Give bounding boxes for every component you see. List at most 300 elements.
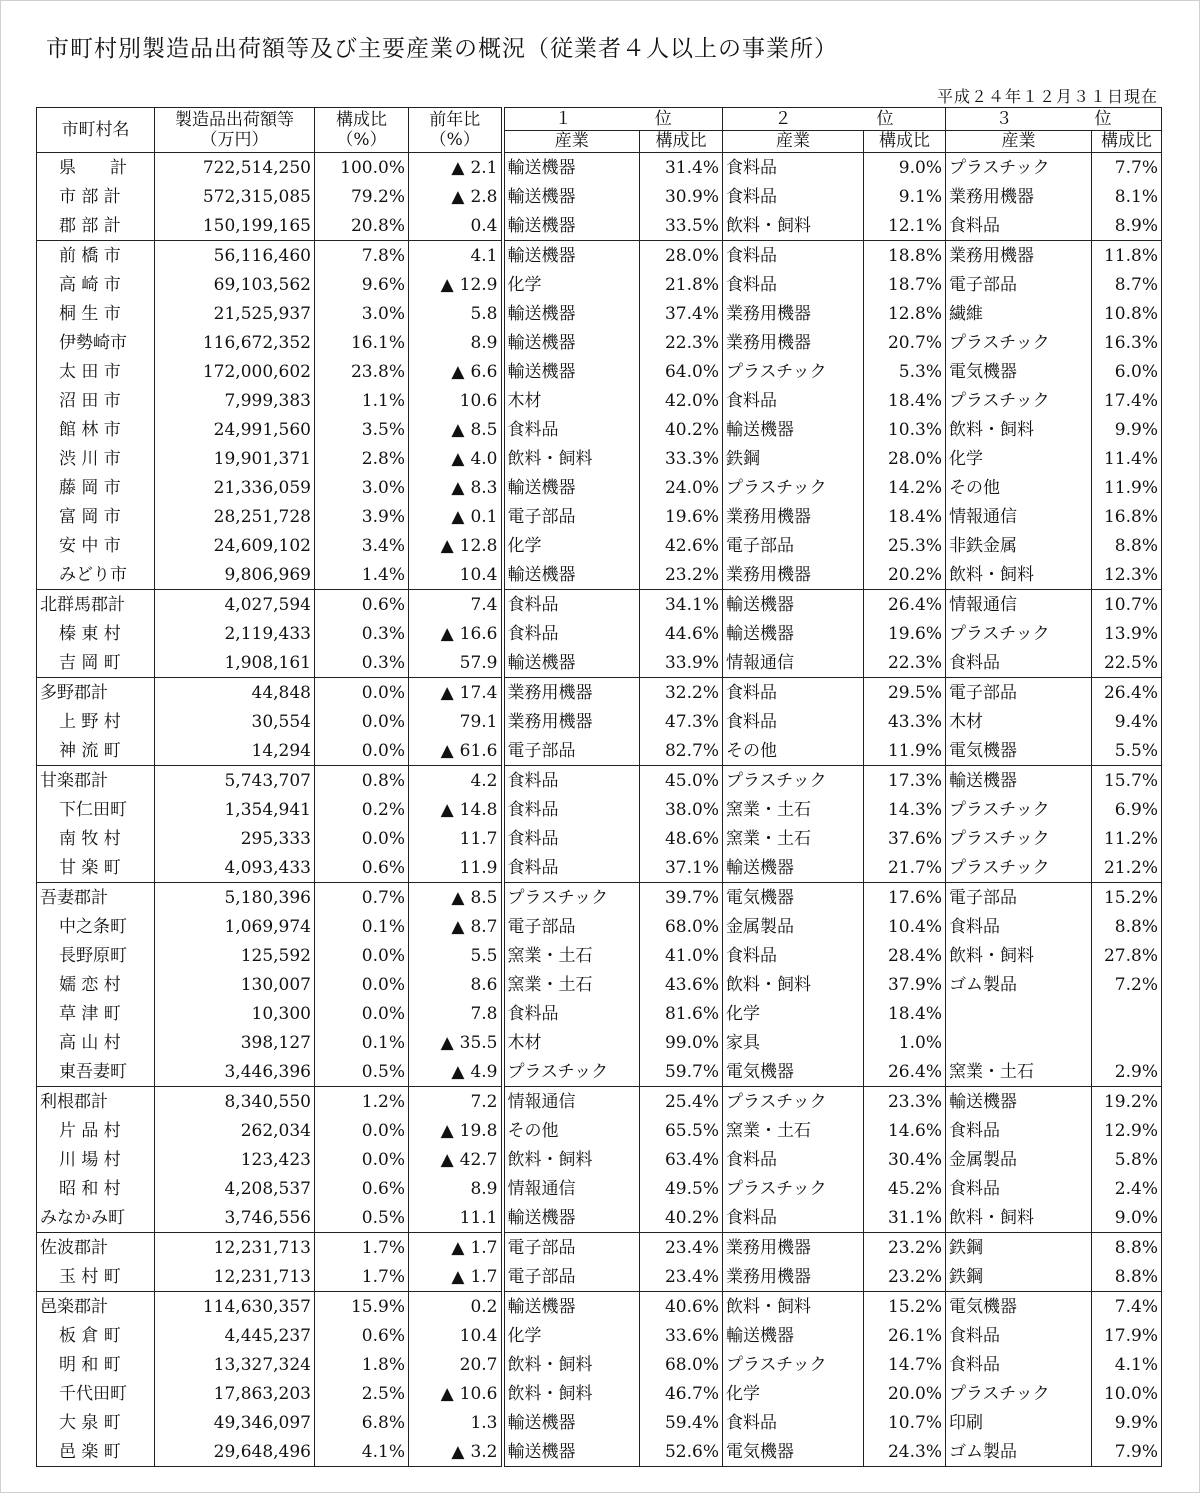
share-cell: 2.5%: [315, 1379, 409, 1408]
yoy-value: 11.7: [459, 828, 498, 849]
industry-1-cell: 情報通信: [503, 1174, 640, 1203]
shipment-cell: 3,446,396: [155, 1057, 315, 1087]
industry-2-cell: 業務用機器: [723, 502, 864, 531]
share-cell: 7.8%: [315, 241, 409, 271]
industry-1-cell: 飲料・飼料: [503, 1145, 640, 1174]
industry-1-cell: 電子部品: [503, 912, 640, 941]
ratio-3-cell: 12.3%: [1092, 560, 1162, 590]
yoy-value: 10.6: [459, 390, 498, 411]
share-cell: 0.1%: [315, 1028, 409, 1057]
yoy-value: 0.1: [470, 506, 498, 527]
table-row: [37, 1145, 1162, 1174]
yoy-cell: [409, 1145, 503, 1174]
share-cell: 100.0%: [315, 153, 409, 183]
ratio-1-cell: 24.0%: [640, 473, 723, 502]
share-cell: 1.2%: [315, 1087, 409, 1117]
industry-2-cell: 食料品: [723, 1203, 864, 1233]
table-row: [37, 153, 1162, 183]
ratio-2-cell: 21.7%: [864, 853, 946, 883]
ratio-2-cell: 29.5%: [864, 678, 946, 708]
ratio-1-cell: 44.6%: [640, 619, 723, 648]
municipality-cell: 甘 楽 町: [37, 853, 155, 883]
yoy-cell: [409, 1321, 503, 1350]
yoy-cell: [409, 1087, 503, 1117]
industry-1-cell: 輸送機器: [503, 560, 640, 590]
yoy-cell: [409, 328, 503, 357]
industry-3-cell: 鉄鋼: [946, 1262, 1092, 1292]
ratio-1-cell: 40.6%: [640, 1292, 723, 1322]
ratio-3-cell: 15.2%: [1092, 883, 1162, 913]
industry-1-cell: 木材: [503, 386, 640, 415]
yoy-cell: [409, 853, 503, 883]
yoy-cell: [409, 1174, 503, 1203]
industry-1-cell: 窯業・土石: [503, 970, 640, 999]
header-rank-3: [946, 108, 1162, 131]
ratio-3-cell: 13.9%: [1092, 619, 1162, 648]
ratio-2-cell: 19.6%: [864, 619, 946, 648]
share-cell: 0.1%: [315, 912, 409, 941]
ratio-3-cell: 6.0%: [1092, 357, 1162, 386]
negative-marker: ▲: [440, 1032, 454, 1053]
shipment-cell: 572,315,085: [155, 182, 315, 211]
industry-3-cell: 食料品: [946, 648, 1092, 678]
industry-3-cell: 業務用機器: [946, 182, 1092, 211]
municipality-cell: みなかみ町: [37, 1203, 155, 1233]
industry-1-cell: 輸送機器: [503, 473, 640, 502]
industry-3-cell: 飲料・飼料: [946, 1203, 1092, 1233]
industry-1-cell: 電子部品: [503, 1233, 640, 1263]
yoy-cell: [409, 707, 503, 736]
share-cell: 0.0%: [315, 678, 409, 708]
table-row: [37, 648, 1162, 678]
industry-1-cell: 食料品: [503, 824, 640, 853]
shipment-cell: 21,525,937: [155, 299, 315, 328]
header-yoy: [409, 108, 503, 153]
table-row: [37, 531, 1162, 560]
ratio-3-cell: 11.8%: [1092, 241, 1162, 271]
ratio-3-cell: 9.9%: [1092, 1408, 1162, 1437]
yoy-value: 4.0: [470, 448, 498, 469]
table-row: [37, 736, 1162, 766]
shipment-cell: 29,648,496: [155, 1437, 315, 1467]
ratio-3-cell: 8.8%: [1092, 912, 1162, 941]
table-row: [37, 1028, 1162, 1057]
ratio-3-cell: [1092, 1028, 1162, 1057]
ratio-3-cell: 17.4%: [1092, 386, 1162, 415]
negative-marker: ▲: [440, 623, 454, 644]
industry-1-cell: プラスチック: [503, 1057, 640, 1087]
municipality-cell: 下仁田町: [37, 795, 155, 824]
share-cell: 0.2%: [315, 795, 409, 824]
table-row: [37, 1292, 1162, 1322]
industry-3-cell: 電気機器: [946, 1292, 1092, 1322]
ratio-1-cell: 23.4%: [640, 1233, 723, 1263]
industry-2-cell: 業務用機器: [723, 560, 864, 590]
yoy-cell: [409, 444, 503, 473]
industry-1-cell: 輸送機器: [503, 153, 640, 183]
industry-3-cell: 金属製品: [946, 1145, 1092, 1174]
shipment-cell: 398,127: [155, 1028, 315, 1057]
industry-2-cell: 金属製品: [723, 912, 864, 941]
ratio-1-cell: 33.5%: [640, 211, 723, 241]
table-row: [37, 502, 1162, 531]
ratio-3-cell: 11.9%: [1092, 473, 1162, 502]
yoy-cell: [409, 386, 503, 415]
industry-1-cell: 食料品: [503, 766, 640, 796]
industry-2-cell: プラスチック: [723, 766, 864, 796]
industry-1-cell: 輸送機器: [503, 1292, 640, 1322]
ratio-2-cell: 28.0%: [864, 444, 946, 473]
header-industry-2: 産業: [723, 130, 864, 153]
shipment-cell: 13,327,324: [155, 1350, 315, 1379]
yoy-value: 17.4: [459, 682, 498, 703]
municipality-cell: 吉 岡 町: [37, 648, 155, 678]
rank-3-label: 位: [1094, 108, 1112, 129]
industry-3-cell: 非鉄金属: [946, 531, 1092, 560]
table-row: [37, 1350, 1162, 1379]
ratio-1-cell: 23.2%: [640, 560, 723, 590]
industry-1-cell: 化学: [503, 1321, 640, 1350]
ratio-1-cell: 59.7%: [640, 1057, 723, 1087]
industry-1-cell: 食料品: [503, 853, 640, 883]
ratio-2-cell: 9.0%: [864, 153, 946, 183]
industry-1-cell: 飲料・飼料: [503, 1379, 640, 1408]
ratio-2-cell: 20.7%: [864, 328, 946, 357]
share-cell: 9.6%: [315, 270, 409, 299]
negative-marker: ▲: [451, 448, 465, 469]
ratio-2-cell: 45.2%: [864, 1174, 946, 1203]
industry-3-cell: 情報通信: [946, 502, 1092, 531]
yoy-cell: [409, 648, 503, 678]
municipality-cell: 邑楽郡計: [37, 1292, 155, 1322]
industry-table: [36, 107, 1162, 1467]
ratio-2-cell: 5.3%: [864, 357, 946, 386]
industry-3-cell: 輸送機器: [946, 1087, 1092, 1117]
as-of-date: 平成２４年１２月３１日現在: [936, 87, 1158, 106]
ratio-2-cell: 17.3%: [864, 766, 946, 796]
header-rank-2: [723, 108, 946, 131]
table-row: [37, 941, 1162, 970]
industry-1-cell: その他: [503, 1116, 640, 1145]
yoy-value: 42.7: [459, 1149, 498, 1170]
ratio-2-cell: 15.2%: [864, 1292, 946, 1322]
table-row: [37, 853, 1162, 883]
ratio-3-cell: 8.8%: [1092, 1262, 1162, 1292]
industry-2-cell: その他: [723, 736, 864, 766]
ratio-1-cell: 28.0%: [640, 241, 723, 271]
industry-2-cell: 輸送機器: [723, 853, 864, 883]
ratio-2-cell: 18.4%: [864, 386, 946, 415]
header-yoy-label: 前年比: [429, 110, 481, 130]
industry-3-cell: 木材: [946, 707, 1092, 736]
header-rank-1: [503, 108, 723, 131]
table-row: [37, 1174, 1162, 1203]
municipality-cell: 利根郡計: [37, 1087, 155, 1117]
table-row: [37, 1203, 1162, 1233]
table-row: [37, 883, 1162, 913]
municipality-cell: 北群馬郡計: [37, 590, 155, 620]
shipment-cell: 9,806,969: [155, 560, 315, 590]
shipment-cell: 7,999,383: [155, 386, 315, 415]
share-cell: 3.5%: [315, 415, 409, 444]
municipality-cell: 県 計: [37, 153, 155, 183]
industry-2-cell: 家具: [723, 1028, 864, 1057]
municipality-cell: 東吾妻町: [37, 1057, 155, 1087]
rank-1-number: １: [554, 108, 572, 129]
table-row: [37, 999, 1162, 1028]
ratio-3-cell: 9.9%: [1092, 415, 1162, 444]
yoy-cell: [409, 1116, 503, 1145]
industry-1-cell: 飲料・飼料: [503, 1350, 640, 1379]
ratio-3-cell: 6.9%: [1092, 795, 1162, 824]
ratio-3-cell: 2.4%: [1092, 1174, 1162, 1203]
table-row: [37, 970, 1162, 999]
ratio-3-cell: 7.7%: [1092, 153, 1162, 183]
industry-2-cell: 輸送機器: [723, 415, 864, 444]
table-row: [37, 795, 1162, 824]
table-row: [37, 619, 1162, 648]
yoy-value: 19.8: [459, 1120, 498, 1141]
industry-1-cell: 飲料・飼料: [503, 444, 640, 473]
industry-3-cell: 輸送機器: [946, 766, 1092, 796]
industry-2-cell: 鉄鋼: [723, 444, 864, 473]
ratio-3-cell: 8.9%: [1092, 211, 1162, 241]
share-cell: 15.9%: [315, 1292, 409, 1322]
header-industry-1: 産業: [503, 130, 640, 153]
industry-1-cell: 電子部品: [503, 502, 640, 531]
ratio-2-cell: 9.1%: [864, 182, 946, 211]
industry-3-cell: プラスチック: [946, 328, 1092, 357]
share-cell: 0.8%: [315, 766, 409, 796]
negative-marker: ▲: [451, 916, 465, 937]
share-cell: 0.0%: [315, 707, 409, 736]
ratio-2-cell: 18.8%: [864, 241, 946, 271]
shipment-cell: 44,848: [155, 678, 315, 708]
share-cell: 0.0%: [315, 970, 409, 999]
industry-3-cell: 電気機器: [946, 736, 1092, 766]
header-ratio-1: 構成比: [640, 130, 723, 153]
table-row: [37, 1116, 1162, 1145]
yoy-cell: [409, 1203, 503, 1233]
ratio-3-cell: 10.7%: [1092, 590, 1162, 620]
yoy-cell: [409, 357, 503, 386]
ratio-1-cell: 43.6%: [640, 970, 723, 999]
shipment-cell: 114,630,357: [155, 1292, 315, 1322]
industry-3-cell: プラスチック: [946, 153, 1092, 183]
industry-2-cell: 窯業・土石: [723, 795, 864, 824]
yoy-cell: [409, 824, 503, 853]
table-row: [37, 357, 1162, 386]
shipment-cell: 24,991,560: [155, 415, 315, 444]
ratio-1-cell: 31.4%: [640, 153, 723, 183]
ratio-1-cell: 40.2%: [640, 1203, 723, 1233]
table-row: [37, 678, 1162, 708]
industry-3-cell: プラスチック: [946, 619, 1092, 648]
ratio-2-cell: 22.3%: [864, 648, 946, 678]
share-cell: 0.0%: [315, 736, 409, 766]
ratio-3-cell: 5.8%: [1092, 1145, 1162, 1174]
ratio-3-cell: 7.4%: [1092, 1292, 1162, 1322]
industry-2-cell: 飲料・飼料: [723, 1292, 864, 1322]
shipment-cell: 116,672,352: [155, 328, 315, 357]
yoy-value: 12.8: [459, 535, 498, 556]
industry-2-cell: 食料品: [723, 241, 864, 271]
ratio-1-cell: 22.3%: [640, 328, 723, 357]
negative-marker: ▲: [451, 1061, 465, 1082]
industry-3-cell: 食料品: [946, 912, 1092, 941]
industry-2-cell: プラスチック: [723, 1174, 864, 1203]
industry-2-cell: 業務用機器: [723, 1262, 864, 1292]
yoy-cell: [409, 1379, 503, 1408]
ratio-3-cell: 27.8%: [1092, 941, 1162, 970]
ratio-2-cell: 24.3%: [864, 1437, 946, 1467]
ratio-2-cell: 10.3%: [864, 415, 946, 444]
table-row: [37, 1408, 1162, 1437]
ratio-3-cell: 5.5%: [1092, 736, 1162, 766]
industry-3-cell: 飲料・飼料: [946, 941, 1092, 970]
industry-3-cell: 電気機器: [946, 357, 1092, 386]
share-cell: 0.6%: [315, 1174, 409, 1203]
industry-3-cell: 電子部品: [946, 270, 1092, 299]
industry-1-cell: 食料品: [503, 619, 640, 648]
table-body: [37, 153, 1162, 1467]
industry-2-cell: 業務用機器: [723, 1233, 864, 1263]
ratio-1-cell: 48.6%: [640, 824, 723, 853]
ratio-3-cell: 16.3%: [1092, 328, 1162, 357]
share-cell: 0.6%: [315, 1321, 409, 1350]
negative-marker: ▲: [440, 1149, 454, 1170]
share-cell: 0.3%: [315, 619, 409, 648]
negative-marker: ▲: [440, 1120, 454, 1141]
ratio-1-cell: 65.5%: [640, 1116, 723, 1145]
yoy-cell: [409, 415, 503, 444]
ratio-3-cell: 11.2%: [1092, 824, 1162, 853]
yoy-cell: [409, 473, 503, 502]
municipality-cell: 昭 和 村: [37, 1174, 155, 1203]
table-row: [37, 707, 1162, 736]
yoy-value: 8.6: [470, 974, 498, 995]
header-ratio-3: 構成比: [1092, 130, 1162, 153]
yoy-value: 61.6: [459, 740, 498, 761]
yoy-value: 8.9: [470, 332, 498, 353]
yoy-cell: [409, 1233, 503, 1263]
industry-3-cell: 食料品: [946, 211, 1092, 241]
shipment-cell: 12,231,713: [155, 1262, 315, 1292]
share-cell: 23.8%: [315, 357, 409, 386]
yoy-cell: [409, 590, 503, 620]
shipment-cell: 2,119,433: [155, 619, 315, 648]
shipment-cell: 172,000,602: [155, 357, 315, 386]
shipment-cell: 5,743,707: [155, 766, 315, 796]
yoy-value: 8.3: [470, 477, 498, 498]
yoy-cell: [409, 241, 503, 271]
ratio-3-cell: 17.9%: [1092, 1321, 1162, 1350]
negative-marker: ▲: [440, 682, 454, 703]
municipality-cell: 沼 田 市: [37, 386, 155, 415]
ratio-2-cell: 28.4%: [864, 941, 946, 970]
share-cell: 6.8%: [315, 1408, 409, 1437]
municipality-cell: 高 崎 市: [37, 270, 155, 299]
yoy-value: 3.2: [470, 1441, 498, 1462]
ratio-1-cell: 21.8%: [640, 270, 723, 299]
yoy-value: 7.8: [470, 1003, 498, 1024]
yoy-value: 0.2: [470, 1296, 498, 1317]
yoy-cell: [409, 1292, 503, 1322]
industry-1-cell: 食料品: [503, 415, 640, 444]
industry-1-cell: 情報通信: [503, 1087, 640, 1117]
industry-1-cell: 輸送機器: [503, 357, 640, 386]
share-cell: 0.6%: [315, 590, 409, 620]
ratio-3-cell: 11.4%: [1092, 444, 1162, 473]
industry-2-cell: 食料品: [723, 1408, 864, 1437]
municipality-cell: 藤 岡 市: [37, 473, 155, 502]
share-cell: 0.5%: [315, 1057, 409, 1087]
municipality-cell: 神 流 町: [37, 736, 155, 766]
industry-3-cell: 化学: [946, 444, 1092, 473]
share-cell: 0.7%: [315, 883, 409, 913]
industry-3-cell: 鉄鋼: [946, 1233, 1092, 1263]
table-row: [37, 766, 1162, 796]
yoy-value: 0.4: [470, 215, 498, 236]
yoy-cell: [409, 1057, 503, 1087]
yoy-value: 10.4: [459, 564, 498, 585]
shipment-cell: 14,294: [155, 736, 315, 766]
municipality-cell: 南 牧 村: [37, 824, 155, 853]
municipality-cell: 榛 東 村: [37, 619, 155, 648]
share-cell: 1.7%: [315, 1262, 409, 1292]
table-row: [37, 912, 1162, 941]
yoy-cell: [409, 970, 503, 999]
industry-2-cell: 食料品: [723, 182, 864, 211]
municipality-cell: 中之条町: [37, 912, 155, 941]
yoy-value: 20.7: [459, 1354, 498, 1375]
yoy-value: 10.6: [459, 1383, 498, 1404]
industry-2-cell: 輸送機器: [723, 619, 864, 648]
negative-marker: ▲: [451, 419, 465, 440]
ratio-3-cell: 9.4%: [1092, 707, 1162, 736]
industry-2-cell: 食料品: [723, 1145, 864, 1174]
header-share: [315, 108, 409, 153]
industry-1-cell: 木材: [503, 1028, 640, 1057]
municipality-cell: 前 橋 市: [37, 241, 155, 271]
ratio-3-cell: 22.5%: [1092, 648, 1162, 678]
yoy-value: 1.3: [470, 1412, 498, 1433]
shipment-cell: 30,554: [155, 707, 315, 736]
industry-3-cell: ゴム製品: [946, 1437, 1092, 1467]
shipment-cell: 123,423: [155, 1145, 315, 1174]
shipment-cell: 262,034: [155, 1116, 315, 1145]
negative-marker: ▲: [440, 535, 454, 556]
table-row: [37, 386, 1162, 415]
share-cell: 4.1%: [315, 1437, 409, 1467]
share-cell: 1.4%: [315, 560, 409, 590]
municipality-cell: 片 品 村: [37, 1116, 155, 1145]
ratio-2-cell: 23.3%: [864, 1087, 946, 1117]
yoy-value: 12.9: [459, 274, 498, 295]
industry-1-cell: 輸送機器: [503, 211, 640, 241]
yoy-value: 8.9: [470, 1178, 498, 1199]
ratio-3-cell: 10.8%: [1092, 299, 1162, 328]
share-cell: 16.1%: [315, 328, 409, 357]
ratio-2-cell: 31.1%: [864, 1203, 946, 1233]
industry-2-cell: プラスチック: [723, 473, 864, 502]
yoy-value: 2.1: [470, 157, 498, 178]
ratio-3-cell: 19.2%: [1092, 1087, 1162, 1117]
yoy-cell: [409, 560, 503, 590]
share-cell: 0.3%: [315, 648, 409, 678]
yoy-value: 79.1: [459, 711, 498, 732]
negative-marker: ▲: [451, 186, 465, 207]
